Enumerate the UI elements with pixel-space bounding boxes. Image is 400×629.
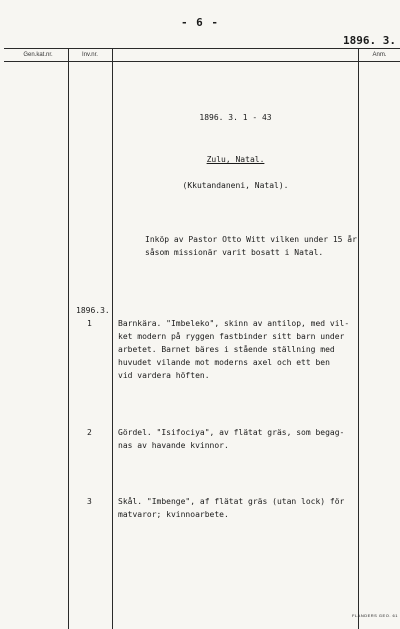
entry-text-line: huvudet vilande mot moderns axel och ett ben	[118, 358, 330, 367]
collection-description-line: såsom missionär varit bosatt i Natal.	[145, 248, 324, 257]
column-header-inv: Inv.nr.	[82, 52, 98, 58]
entry-text-line: Skål. "Imbenge", af flätat gräs (utan lock) för	[118, 497, 345, 506]
entry-inv-number: 2	[87, 428, 92, 437]
entry-inv-number: 3	[87, 497, 92, 506]
column-divider-text	[112, 48, 113, 629]
entry-text-line: nas av havande kvinnor.	[118, 441, 229, 450]
entry-text-line: vid vardera höften.	[118, 371, 210, 380]
collection-title: Zulu, Natal.	[206, 155, 265, 164]
column-header-anm: Anm.	[372, 52, 387, 58]
column-header-gen-kat: Gen.kat.nr.	[23, 52, 53, 58]
printer-mark: FLANDERS GEO. 61	[351, 613, 398, 618]
page-number: - 6 -	[180, 16, 220, 29]
page-code: 1896. 3.	[343, 34, 396, 47]
entry-year: 1896.3.	[76, 306, 110, 315]
column-divider-anm	[358, 48, 359, 629]
collection-number: 1896. 3. 1 - 43	[199, 113, 272, 122]
entry-inv-number: 1	[87, 319, 92, 328]
entry-text-line: Gördel. "Isifociya", av flätat gräs, som begag-	[118, 428, 345, 437]
entry-text-line: ket modern på ryggen fastbinder sitt barn under	[118, 332, 345, 341]
collection-subtitle: (Kkutandaneni, Natal).	[182, 181, 289, 190]
header-bottom-rule	[4, 61, 400, 62]
entry-text-line: Barnkära. "Imbeleko", skinn av antilop, med vil-	[118, 319, 350, 328]
entry-text-line: arbetet. Barnet bäres i stående ställning med	[118, 345, 335, 354]
collection-description-line: Inköp av Pastor Otto Witt vilken under 15 år	[145, 235, 357, 244]
entry-text-line: matvaror; kvinnoarbete.	[118, 510, 229, 519]
column-divider-inv	[68, 48, 69, 629]
header-top-rule	[4, 48, 400, 49]
